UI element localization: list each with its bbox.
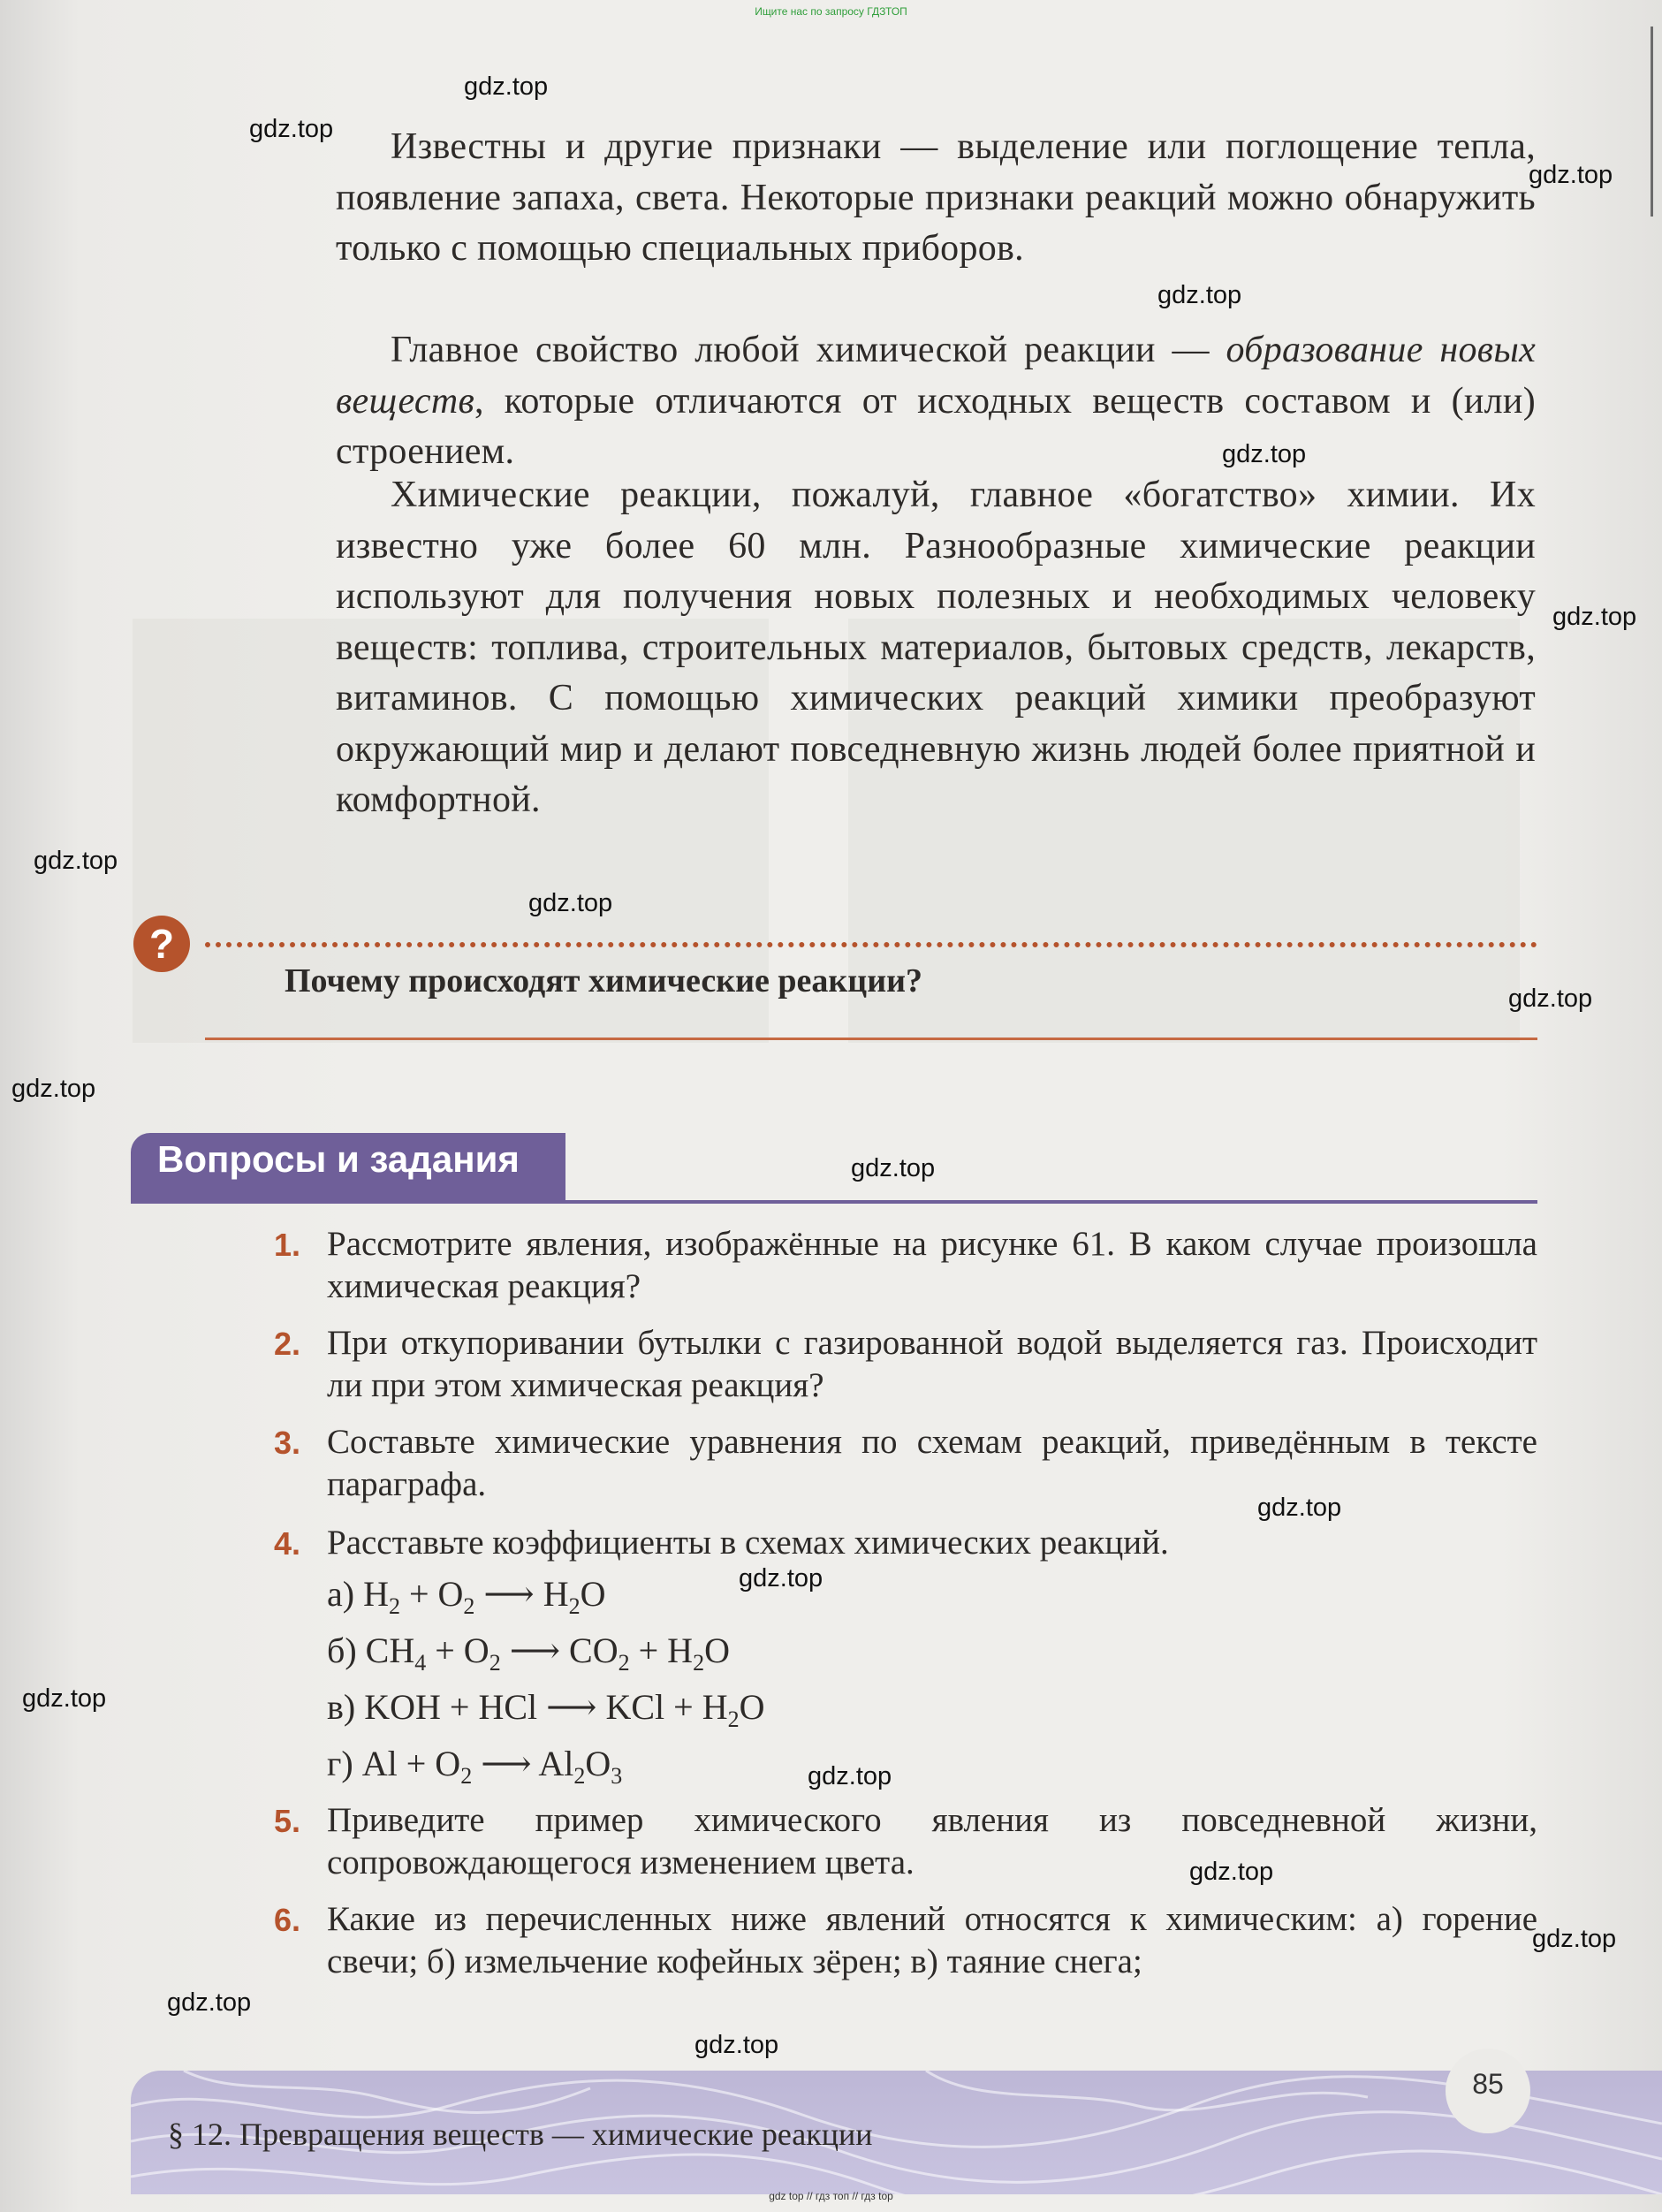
page-number: 85: [1472, 2068, 1504, 2100]
formula-part: O: [580, 1574, 606, 1614]
watermark: gdz.top: [1189, 1858, 1274, 1886]
formula-subscript: 4: [414, 1650, 427, 1676]
question-title: Почему происходят химические реакции?: [285, 962, 922, 1000]
formula-part: H: [543, 1574, 569, 1614]
formula-b: [327, 1630, 730, 1676]
task-text: Приведите пример химического явления из повседневной жизни, сопровождающегося изменением цвета.: [327, 1801, 1537, 1881]
formula-g: [327, 1743, 622, 1790]
task-text: Расставьте коэффициенты в схемах химических реакций.: [327, 1524, 1169, 1562]
formula-part: H: [363, 1574, 389, 1614]
tasks-header-title: Вопросы и задания: [157, 1138, 520, 1180]
question-bottom-rule: [205, 1038, 1537, 1040]
watermark: gdz.top: [1529, 161, 1613, 189]
watermark: gdz.top: [11, 1075, 96, 1103]
running-title: § 12. Превращения веществ — химические реакции: [168, 2117, 873, 2152]
paragraph-wealth-of-chemistry: Химические реакции, пожалуй, главное «богатство» химии. Их известно уже более 60 млн. Разнообразные химические реакции используют для получения новых полезных и необходимых человеку веществ: топлива, строительных материалов, бытовых средств, лекарств, витаминов. С помощью химических реакций химики преобразуют окружающий мир и делают повседневную жизнь людей более приятной и комфортной.: [336, 475, 1536, 820]
formula-subscript: 2: [568, 1593, 581, 1619]
formula-a: [327, 1573, 606, 1620]
top-banner[interactable]: Ищите нас по запросу ГДЗТОП: [755, 5, 907, 18]
formula-v: [327, 1686, 764, 1733]
formula-subscript: 2: [388, 1593, 400, 1619]
watermark: gdz.top: [167, 1988, 252, 2017]
task-number: 5.: [274, 1803, 301, 1839]
watermark: gdz.top: [851, 1154, 936, 1182]
paragraph-main-property: [336, 325, 1536, 478]
formula-part: + O: [399, 1574, 464, 1614]
watermark: gdz.top: [34, 847, 118, 875]
formula-part: + H: [629, 1630, 694, 1670]
formula-subscript: 2: [618, 1650, 630, 1676]
watermark: gdz.top: [1552, 603, 1637, 631]
formula-part: O: [704, 1630, 730, 1670]
page-edge-line: [1651, 27, 1653, 217]
question-dotted-divider: [205, 942, 1537, 947]
task-text: Составьте химические уравнения по схемам реакций, приведённым в тексте параграфа.: [327, 1423, 1537, 1503]
reaction-arrow-icon: ⟶: [474, 1574, 543, 1614]
task-text: Рассмотрите явления, изображённые на рисунке 61. В каком случае произошла химическая реакция?: [327, 1225, 1537, 1305]
formula-part: CH: [365, 1630, 415, 1670]
bottom-banner[interactable]: gdz top // гдз топ // гдз top: [769, 2190, 893, 2202]
formula-label: б): [327, 1630, 366, 1670]
formula-subscript: 2: [573, 1763, 586, 1789]
formula-subscript: 2: [693, 1650, 705, 1676]
paragraph-main-property-start: Главное свойство любой химической реакции —: [391, 330, 1226, 370]
watermark: gdz.top: [22, 1684, 107, 1713]
formula-subscript: 2: [489, 1650, 501, 1676]
task-number: 2.: [274, 1326, 301, 1362]
watermark: gdz.top: [1532, 1925, 1617, 1953]
watermark: gdz.top: [249, 115, 334, 143]
reaction-arrow-icon: ⟶: [537, 1687, 606, 1727]
reaction-arrow-icon: ⟶: [500, 1630, 570, 1670]
formula-part: O: [585, 1744, 611, 1783]
formula-part: KOH + HCl: [364, 1687, 538, 1727]
formula-subscript: 2: [463, 1593, 475, 1619]
formula-part: Al + O: [361, 1744, 461, 1783]
formula-part: KCl + H: [605, 1687, 728, 1727]
reaction-arrow-icon: ⟶: [472, 1744, 539, 1783]
formula-part: + O: [426, 1630, 489, 1670]
task-number: 4.: [274, 1525, 301, 1562]
formula-label: г): [327, 1744, 362, 1783]
formula-part: Al: [538, 1744, 574, 1783]
watermark: gdz.top: [528, 889, 613, 917]
formula-part: O: [739, 1687, 765, 1727]
formula-label: а): [327, 1574, 364, 1614]
formula-part: CO: [569, 1630, 619, 1670]
task-text: При откупоривании бутылки с газированной водой выделяется газ. Происходит ли при этом химическая реакция?: [327, 1324, 1537, 1404]
watermark: gdz.top: [464, 72, 549, 101]
watermark: gdz.top: [808, 1762, 892, 1790]
paragraph-main-property-end: , которые отличаются от исходных веществ составом и (или) строением.: [336, 380, 1536, 472]
paragraph-signs: Известны и другие признаки — выделение или поглощение тепла, появление запаха, света. Некоторые признаки реакций можно обнаружить только с помощью специальных приборов.: [336, 126, 1536, 269]
watermark: gdz.top: [739, 1564, 823, 1592]
task-number: 1.: [274, 1227, 301, 1263]
formula-subscript: 2: [460, 1763, 473, 1789]
formula-subscript: 3: [611, 1763, 623, 1789]
task-number: 3.: [274, 1425, 301, 1461]
watermark: gdz.top: [1157, 281, 1242, 309]
watermark: gdz.top: [1222, 440, 1307, 468]
question-icon: ?: [133, 916, 190, 972]
task-number: 6.: [274, 1902, 301, 1938]
watermark: gdz.top: [1257, 1494, 1342, 1522]
task-text: Какие из перечисленных ниже явлений относятся к химическим: а) горение свечи; б) измельчение кофейных зёрен; в) таяние снега;: [327, 1900, 1537, 1980]
formula-subscript: 2: [727, 1707, 740, 1732]
watermark: gdz.top: [694, 2031, 779, 2059]
tasks-header-rule: [131, 1200, 1537, 1204]
paragraph-main-property-emphasis: образование новых веществ: [336, 330, 1537, 422]
formula-label: в): [327, 1687, 365, 1727]
watermark: gdz.top: [1508, 984, 1593, 1013]
